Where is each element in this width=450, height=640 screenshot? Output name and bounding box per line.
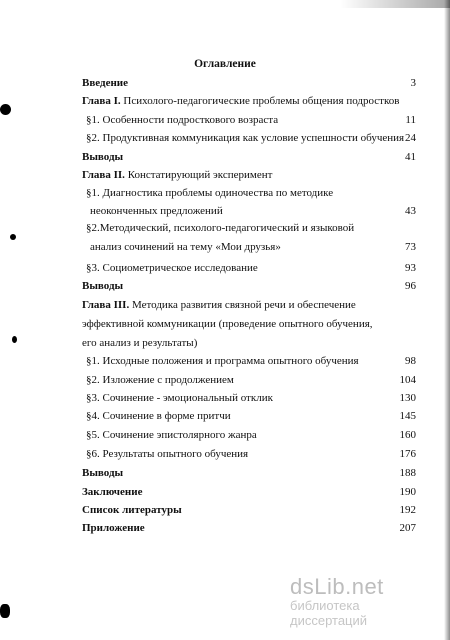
toc-title: Оглавление (194, 58, 256, 70)
toc-entry-label: §6. Результаты опытного обучения (86, 448, 249, 460)
toc-entry-page: 188 (399, 467, 416, 479)
chapter-number: Глава I. (82, 95, 121, 107)
toc-entry-label: Приложение (82, 522, 145, 534)
toc-entry-page: 93 (405, 262, 416, 274)
toc-entry-page: 104 (399, 374, 416, 386)
punch-hole-top (0, 104, 11, 115)
toc-entry-label: §3. Социометрическое исследование (86, 262, 258, 274)
toc-entry-label: Выводы (82, 280, 124, 292)
toc-entry-page: 130 (399, 392, 416, 404)
toc-entry-page: 3 (410, 77, 416, 89)
toc-entry-label: Введение (82, 77, 129, 89)
toc-entry-label (82, 298, 356, 312)
toc-entry-page: 24 (405, 132, 416, 144)
watermark (290, 574, 440, 628)
toc-entry-page: 73 (405, 241, 416, 253)
toc-entry-label: Выводы (82, 467, 124, 479)
punch-hole-middle (10, 234, 16, 240)
toc-entry-page: 96 (405, 280, 416, 292)
toc-entry-page: 43 (405, 205, 416, 217)
toc-entry-label: §5. Сочинение эпистолярного жанра (86, 429, 257, 441)
toc-entry-page: 145 (399, 410, 416, 422)
punch-hole-bottom (0, 604, 10, 618)
toc-entry-label: его анализ и результаты) (82, 337, 198, 349)
chapter-number: Глава III. (82, 299, 130, 311)
toc-entry-label (82, 94, 399, 108)
toc-entry-label: §2.Методический, психолого-педагогический и языковой (86, 222, 355, 234)
chapter-title: Методика развития связной речи и обеспечение (129, 299, 356, 311)
toc-entry-label: §1. Особенности подросткового возраста (86, 114, 279, 126)
toc-entry-label: §1. Исходные положения и программа опытного обучения (86, 355, 359, 367)
toc-entry-page: 190 (399, 486, 416, 498)
toc-entry-label: эффективной коммуникации (проведение опытного обучения, (82, 318, 373, 330)
watermark-logo: dsLib.net (290, 574, 384, 599)
toc-entry-label: неоконченных предложений (90, 205, 223, 217)
toc-entry-page: 207 (399, 522, 416, 534)
toc-entry-page: 98 (405, 355, 416, 367)
toc-entry-label: Заключение (82, 486, 143, 498)
toc-entry-page: 11 (405, 114, 416, 126)
toc-entry-page: 160 (399, 429, 416, 441)
toc-entry-label: Выводы (82, 151, 124, 163)
chapter-title: Психолого-педагогические проблемы общения подростков (120, 95, 400, 107)
scan-edge-top (340, 0, 450, 8)
toc-entry-label: §4. Сочинение в форме притчи (86, 410, 231, 422)
scan-edge-right (444, 0, 450, 640)
toc-entry-label: Список литературы (82, 504, 182, 516)
toc-entry-label: §3. Сочинение - эмоциональный отклик (86, 392, 273, 404)
toc-entry-label: анализ сочинений на тему «Мои друзья» (90, 241, 281, 253)
chapter-title: Констатирующий эксперимент (124, 169, 273, 181)
toc-entry-page: 176 (399, 448, 416, 460)
toc-entry-page: 192 (399, 504, 416, 516)
toc-entry-label: §2. Продуктивная коммуникация как условие успешности обучения (86, 132, 405, 144)
toc-entry-label (82, 168, 272, 182)
watermark-subtitle: библиотека диссертаций (290, 598, 368, 628)
toc-entry-label: §2. Изложение с продолжением (86, 374, 234, 386)
punch-hole-lower (12, 336, 17, 343)
chapter-number: Глава II. (82, 169, 125, 181)
toc-entry-page: 41 (405, 151, 416, 163)
toc-entry-label: §1. Диагностика проблемы одиночества по методике (86, 187, 334, 199)
